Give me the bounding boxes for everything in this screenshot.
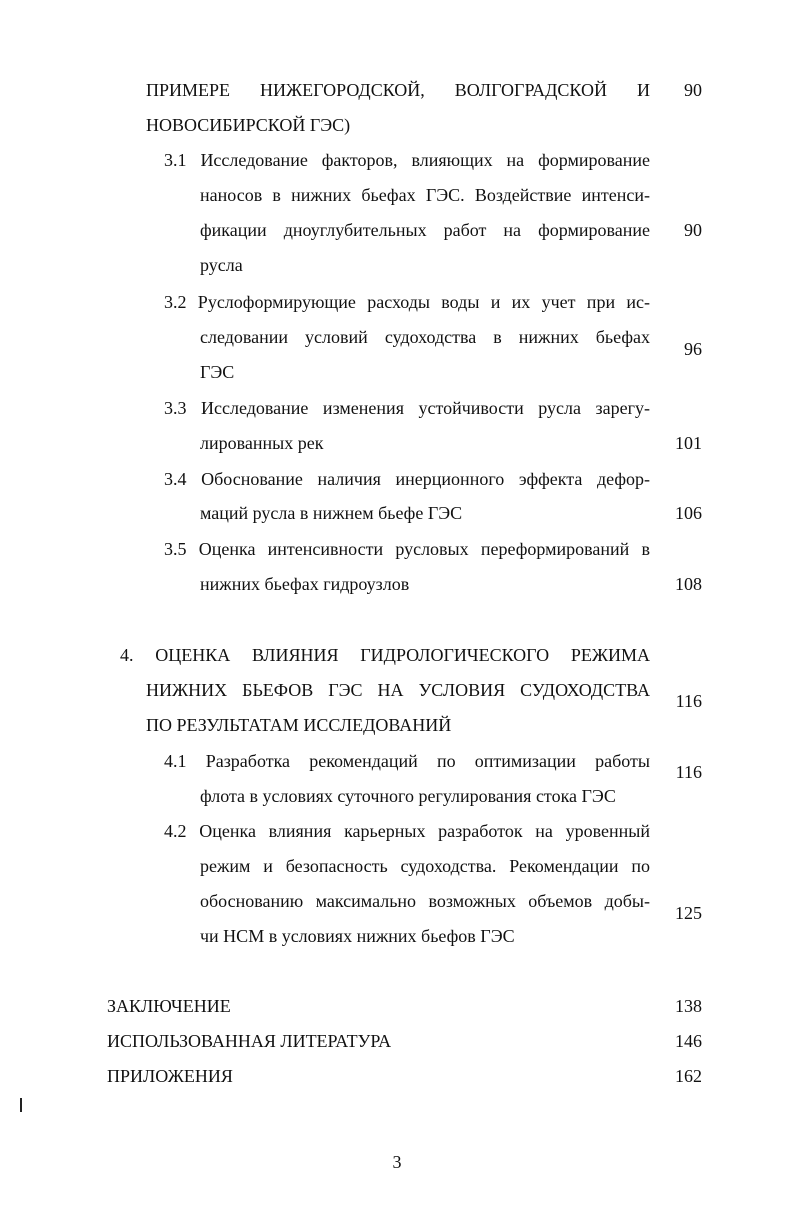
s3-2-page: 96 bbox=[684, 339, 702, 359]
s3-1-line4: русла bbox=[200, 255, 243, 275]
s3-1-line3: фикации дноуглубительных работ на формирование bbox=[200, 220, 650, 240]
s4-2-line1: 4.2 Оценка влияния карьерных разработок на уровенный bbox=[164, 821, 650, 841]
s4-2-page: 125 bbox=[675, 903, 702, 923]
s4-2-line2: режим и безопасность судоходства. Рекомендации по bbox=[200, 856, 650, 876]
s3-1-line1: 3.1 Исследование факторов, влияющих на формирование bbox=[164, 150, 650, 170]
s3-4-page: 106 bbox=[675, 503, 702, 523]
s4-1-line1: 4.1 Разработка рекомендаций по оптимизации работы bbox=[164, 751, 650, 771]
s4-2-line4: чи НСМ в условиях нижних бьефов ГЭС bbox=[200, 926, 515, 946]
ch3-title-line1: ПРИМЕРЕ НИЖЕГОРОДСКОЙ, ВОЛГОГРАДСКОЙ И bbox=[146, 80, 650, 100]
s3-3-line1: 3.3 Исследование изменения устойчивости русла зарегу- bbox=[164, 398, 650, 418]
scan-mark bbox=[20, 1098, 22, 1112]
s3-1-page: 90 bbox=[684, 220, 702, 240]
s4-2-line3: обоснованию максимально возможных объемов добы- bbox=[200, 891, 650, 911]
appendices-title: ПРИЛОЖЕНИЯ bbox=[107, 1066, 233, 1086]
s3-2-line2: следовании условий судоходства в нижних бьефах bbox=[200, 327, 650, 347]
ch4-title-line1: 4. ОЦЕНКА ВЛИЯНИЯ ГИДРОЛОГИЧЕСКОГО РЕЖИМА bbox=[120, 645, 650, 665]
references-title: ИСПОЛЬЗОВАННАЯ ЛИТЕРАТУРА bbox=[107, 1031, 392, 1051]
s4-1-page: 116 bbox=[675, 762, 702, 782]
ch3-title-line2: НОВОСИБИРСКОЙ ГЭС) bbox=[146, 115, 351, 135]
appendices-page: 162 bbox=[675, 1066, 702, 1086]
references-page: 146 bbox=[675, 1031, 702, 1051]
ch4-page: 116 bbox=[675, 691, 702, 711]
s3-3-line2: лированных рек bbox=[200, 433, 324, 453]
s3-4-line1: 3.4 Обоснование наличия инерционного эффекта дефор- bbox=[164, 469, 650, 489]
s3-2-line3: ГЭС bbox=[200, 362, 235, 382]
ch3-page: 90 bbox=[684, 80, 702, 100]
s3-5-page: 108 bbox=[675, 574, 702, 594]
ch4-title-line2: НИЖНИХ БЬЕФОВ ГЭС НА УСЛОВИЯ СУДОХОДСТВА bbox=[146, 680, 650, 700]
conclusion-title: ЗАКЛЮЧЕНИЕ bbox=[107, 996, 231, 1016]
conclusion-page: 138 bbox=[675, 996, 702, 1016]
s3-2-line1: 3.2 Руслоформирующие расходы воды и их учет при ис- bbox=[164, 292, 650, 312]
s4-1-line2: флота в условиях суточного регулирования стока ГЭС bbox=[200, 786, 616, 806]
s3-3-page: 101 bbox=[675, 433, 702, 453]
s3-5-line1: 3.5 Оценка интенсивности русловых переформирований в bbox=[164, 539, 650, 559]
s3-1-line2: наносов в нижних бьефах ГЭС. Воздействие интенси- bbox=[200, 185, 650, 205]
ch4-title-line3: ПО РЕЗУЛЬТАТАМ ИССЛЕДОВАНИЙ bbox=[146, 715, 452, 735]
s3-5-line2: нижних бьефах гидроузлов bbox=[200, 574, 410, 594]
s3-4-line2: маций русла в нижнем бьефе ГЭС bbox=[200, 503, 463, 523]
page-number: 3 bbox=[392, 1152, 402, 1172]
